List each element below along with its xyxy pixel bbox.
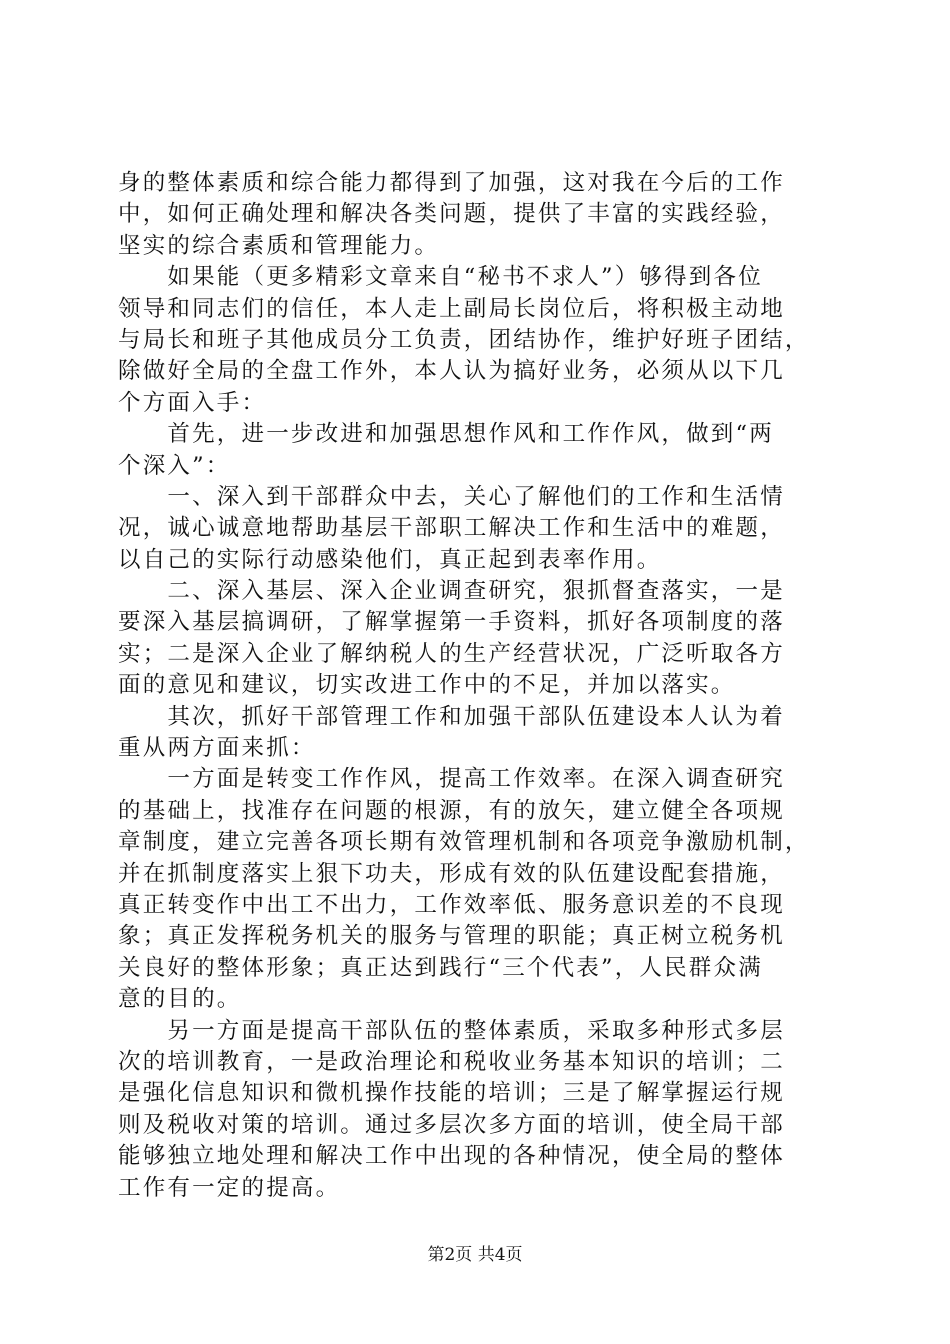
- text-line: 要深入基层搞调研，了解掌握第一手资料，抓好各项制度的落: [118, 609, 785, 636]
- text-line: 真正转变作中出工不出力，工作效率低、服务意识差的不良现: [118, 891, 785, 918]
- text-line: 一、深入到干部群众中去，关心了解他们的工作和生活情: [118, 483, 785, 510]
- text-line: 工作有一定的提高。: [118, 1174, 341, 1201]
- text-line: 另一方面是提高干部队伍的整体素质，采取多种形式多层: [118, 1017, 785, 1044]
- text-line: 则及税收对策的培训。通过多层次多方面的培训，使全局干部: [118, 1111, 785, 1138]
- text-line: 个深入”：: [118, 452, 231, 479]
- text-line: 能够独立地处理和解决工作中出现的各种情况，使全局的整体: [118, 1143, 785, 1170]
- text-line: 身的整体素质和综合能力都得到了加强，这对我在今后的工作: [118, 170, 785, 196]
- text-line: 况，诚心诚意地帮助基层干部职工解决工作和生活中的难题，: [118, 515, 785, 542]
- text-line: 实；二是深入企业了解纳税人的生产经营状况，广泛听取各方: [118, 640, 785, 667]
- text-line: 章制度，建立完善各项长期有效管理机制和各项竞争激励机制，: [118, 829, 810, 856]
- text-line: 一方面是转变工作作风，提高工作效率。在深入调查研究: [118, 766, 785, 793]
- text-line: 其次，抓好干部管理工作和加强干部队伍建设本人认为着: [118, 703, 785, 730]
- text-line: 的基础上，找准存在问题的根源，有的放矢，建立健全各项规: [118, 797, 785, 824]
- text-line: 意的目的。: [118, 986, 242, 1013]
- text-line: 坚实的综合素质和管理能力。: [118, 232, 440, 259]
- text-line: 与局长和班子其他成员分工负责，团结协作，维护好班子团结，: [118, 326, 810, 353]
- text-line: 次的培训教育，一是政治理论和税收业务基本知识的培训；二: [118, 1048, 785, 1075]
- text-line: 中，如何正确处理和解决各类问题，提供了丰富的实践经验，: [118, 201, 785, 228]
- text-line: 并在抓制度落实上狠下功夫，形成有效的队伍建设配套措施，: [118, 860, 785, 887]
- text-line: 是强化信息知识和微机操作技能的培训；三是了解掌握运行规: [118, 1080, 785, 1107]
- text-line: 关良好的整体形象；真正达到践行“三个代表”，人民群众满: [118, 954, 763, 981]
- text-line: 面的意见和建议，切实改进工作中的不足，并加以落实。: [118, 672, 736, 699]
- text-line: 如果能（更多精彩文章来自“秘书不求人”）够得到各位: [118, 264, 763, 291]
- text-line: 二、深入基层、深入企业调查研究，狠抓督查落实，一是: [118, 578, 785, 605]
- text-line: 领导和同志们的信任，本人走上副局长岗位后，将积极主动地: [118, 295, 785, 322]
- text-line: 除做好全局的全盘工作外，本人认为搞好业务，必须从以下几: [118, 358, 785, 385]
- text-line: 个方面入手：: [118, 389, 267, 416]
- body-text: [118, 168, 834, 1204]
- text-line: 首先，进一步改进和加强思想作风和工作作风，做到“两: [118, 421, 774, 448]
- page-footer: 第2页 共4页: [427, 1245, 523, 1265]
- text-line: 重从两方面来抓：: [118, 735, 316, 762]
- text-line: 以自己的实际行动感染他们，真正起到表率作用。: [118, 546, 662, 573]
- text-line: 象；真正发挥税务机关的服务与管理的职能；真正树立税务机: [118, 923, 785, 950]
